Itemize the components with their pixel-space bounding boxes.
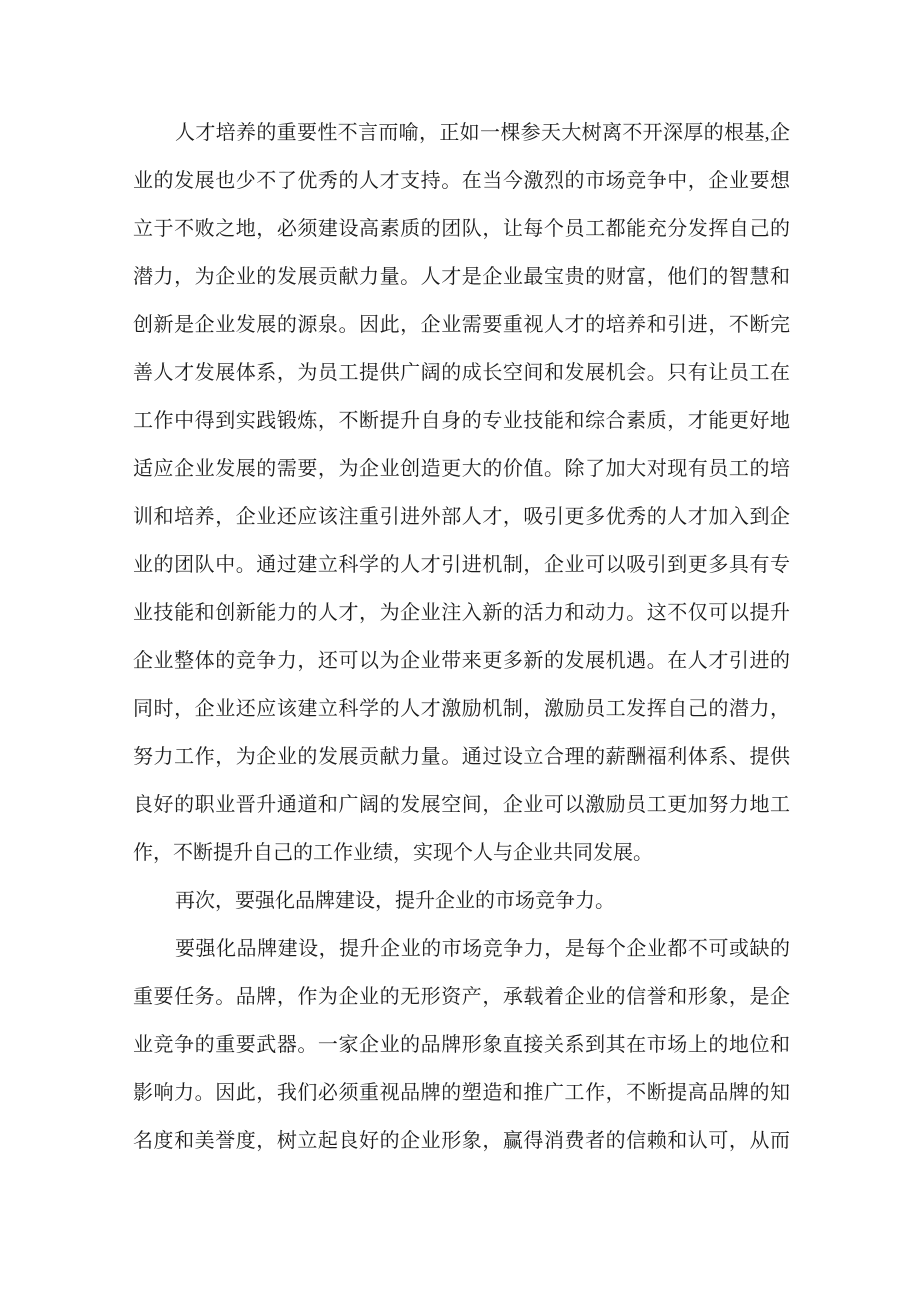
text-line: 立于不败之地，必须建设高素质的团队，让每个员工都能充分发挥自己的	[133, 218, 790, 240]
text-line: 业竞争的重要武器。一家企业的品牌形象直接关系到其在市场上的地位和	[133, 1034, 790, 1056]
text-line: 工作中得到实践锻炼，不断提升自身的专业技能和综合素质，才能更好地	[133, 410, 790, 432]
text-line: 业技能和创新能力的人才，为企业注入新的活力和动力。这不仅可以提升	[133, 602, 790, 624]
paragraph	[133, 109, 790, 877]
paragraph	[133, 877, 790, 925]
text-line: 适应企业发展的需要，为企业创造更大的价值。除了加大对现有员工的培	[133, 458, 790, 480]
text-line: 训和培养，企业还应该注重引进外部人才，吸引更多优秀的人才加入到企	[133, 506, 790, 528]
text-line: 企业整体的竞争力，还可以为企业带来更多新的发展机遇。在人才引进的	[133, 650, 790, 672]
text-line: 同时，企业还应该建立科学的人才激励机制，激励员工发挥自己的潜力，	[133, 698, 790, 720]
text-line: 名度和美誉度，树立起良好的企业形象，赢得消费者的信赖和认可，从而	[133, 1130, 790, 1152]
text-line: 潜力，为企业的发展贡献力量。人才是企业最宝贵的财富，他们的智慧和	[133, 266, 790, 288]
text-line: 良好的职业晋升通道和广阔的发展空间，企业可以激励员工更加努力地工	[133, 794, 790, 816]
text-line: 要强化品牌建设，提升企业的市场竞争力，是每个企业都不可或缺的	[175, 938, 790, 960]
text-line: 努力工作，为企业的发展贡献力量。通过设立合理的薪酬福利体系、提供	[133, 746, 790, 768]
paragraph	[133, 925, 790, 1165]
text-line: 创新是企业发展的源泉。因此，企业需要重视人才的培养和引进，不断完	[133, 314, 790, 336]
text-line: 影响力。因此，我们必须重视品牌的塑造和推广工作，不断提高品牌的知	[133, 1082, 790, 1104]
text-line: 业的发展也少不了优秀的人才支持。在当今激烈的市场竞争中，企业要想	[133, 170, 790, 192]
text-line: 业的团队中。通过建立科学的人才引进机制，企业可以吸引到更多具有专	[133, 554, 790, 576]
text-line: 再次，要强化品牌建设，提升企业的市场竞争力。	[175, 890, 615, 912]
text-line: 作，不断提升自己的工作业绩，实现个人与企业共同发展。	[133, 842, 653, 864]
text-line: 善人才发展体系，为员工提供广阔的成长空间和发展机会。只有让员工在	[133, 362, 790, 384]
document-text-block	[133, 109, 790, 1165]
text-line: 人才培养的重要性不言而喻，正如一棵参天大树离不开深厚的根基,企	[175, 122, 790, 144]
text-line: 重要任务。品牌，作为企业的无形资产，承载着企业的信誉和形象，是企	[133, 986, 790, 1008]
